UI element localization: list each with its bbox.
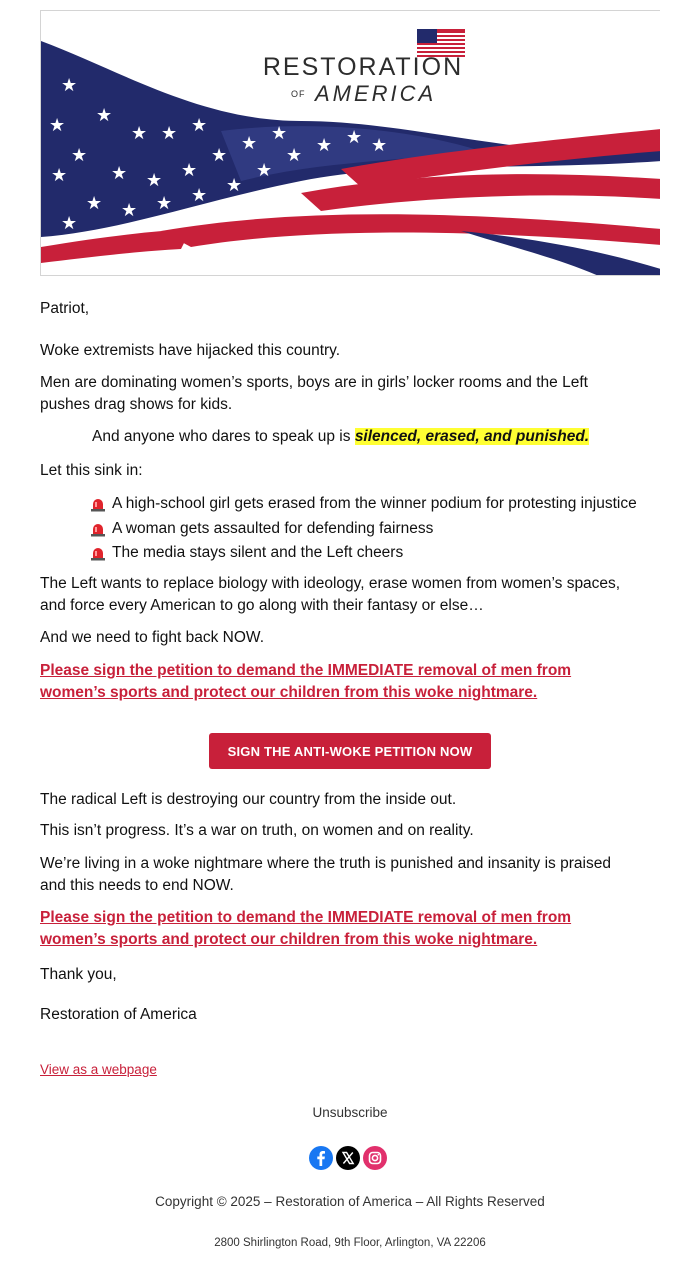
- svg-text:★: ★: [161, 123, 178, 144]
- svg-text:★: ★: [181, 160, 198, 181]
- copyright: Copyright © 2025 – Restoration of America – All Rights Reserved: [155, 1194, 545, 1209]
- signature: Restoration of America: [40, 1006, 197, 1023]
- svg-text:★: ★: [61, 75, 78, 96]
- sign-petition-button[interactable]: SIGN THE ANTI-WOKE PETITION NOW: [209, 733, 491, 769]
- svg-text:★: ★: [271, 123, 288, 144]
- svg-text:★: ★: [71, 145, 88, 166]
- svg-text:★: ★: [316, 135, 333, 156]
- svg-text:★: ★: [86, 193, 103, 214]
- svg-text:★: ★: [121, 200, 138, 221]
- greeting: Patriot,: [40, 300, 90, 317]
- logo-wordmark-of: OF: [291, 89, 306, 99]
- siren-icon: [90, 521, 106, 537]
- svg-text:★: ★: [256, 160, 273, 181]
- svg-text:★: ★: [111, 163, 128, 184]
- highlighted-text: silenced, erased, and punished.: [354, 428, 590, 445]
- list-item: [90, 492, 637, 517]
- svg-text:★: ★: [211, 145, 228, 166]
- svg-text:★: ★: [191, 185, 208, 206]
- svg-text:★: ★: [146, 170, 163, 191]
- svg-text:★: ★: [51, 165, 68, 186]
- header-banner: [40, 10, 660, 276]
- bullet-text: A woman gets assaulted for defending fairness: [112, 519, 434, 537]
- view-as-webpage-link[interactable]: View as a webpage: [40, 1062, 157, 1077]
- x-icon[interactable]: [336, 1146, 360, 1170]
- bullet-list: [90, 492, 637, 566]
- paragraph-7: The radical Left is destroying our country from the inside out.: [40, 791, 457, 808]
- siren-icon: [90, 545, 106, 561]
- svg-text:★: ★: [49, 115, 66, 136]
- svg-text:★: ★: [61, 213, 78, 234]
- paragraph-2: Men are dominating women’s sports, boys are in girls’ locker rooms and the Left pushes drag shows for kids.: [40, 374, 588, 413]
- paragraph-3: [92, 426, 672, 448]
- list-item: [90, 517, 637, 542]
- petition-link-1[interactable]: Please sign the petition to demand the IMMEDIATE removal of men from women’s sports and protect our children from this woke nightmare.: [40, 662, 572, 701]
- svg-text:★: ★: [346, 127, 363, 148]
- svg-text:★: ★: [371, 135, 388, 156]
- paragraph-1: Woke extremists have hijacked this country.: [40, 342, 341, 359]
- paragraph-6: And we need to fight back NOW.: [40, 629, 265, 646]
- svg-text:★: ★: [131, 123, 148, 144]
- paragraph-8: This isn’t progress. It’s a war on truth, on women and on reality.: [40, 822, 474, 839]
- facebook-icon[interactable]: [309, 1146, 333, 1170]
- paragraph-4: Let this sink in:: [40, 462, 143, 479]
- instagram-icon[interactable]: [363, 1146, 387, 1170]
- logo-wordmark-bottom: AMERICA: [315, 81, 437, 106]
- bullet-text: A high-school girl gets erased from the winner podium for protesting injustice: [112, 495, 637, 512]
- svg-text:★: ★: [241, 133, 258, 154]
- svg-text:★: ★: [286, 145, 303, 166]
- bullet-text: The media stays silent and the Left cheers: [112, 544, 404, 561]
- svg-text:★: ★: [191, 115, 208, 136]
- paragraph-5: The Left wants to replace biology with ideology, erase women from women’s spaces, and force every American to go along with their fantasy or else…: [40, 575, 621, 614]
- american-flag-wave-image: [41, 11, 660, 276]
- logo-wordmark-top: RESTORATION: [262, 53, 464, 81]
- address: 2800 Shirlington Road, 9th Floor, Arlington, VA 22206: [214, 1237, 486, 1249]
- svg-text:★: ★: [96, 105, 113, 126]
- siren-icon: [90, 496, 106, 512]
- list-item: [90, 541, 637, 566]
- svg-text:★: ★: [226, 175, 243, 196]
- unsubscribe-link[interactable]: Unsubscribe: [312, 1105, 388, 1120]
- paragraph-3-lead: And anyone who dares to speak up is: [92, 428, 355, 445]
- signoff: Thank you,: [40, 966, 117, 983]
- brand-logo: [257, 53, 469, 107]
- social-links: [309, 1146, 387, 1170]
- paragraph-9: We’re living in a woke nightmare where the truth is punished and insanity is praised and this needs to end NOW.: [40, 855, 611, 894]
- svg-text:★: ★: [156, 193, 173, 214]
- petition-link-2[interactable]: Please sign the petition to demand the IMMEDIATE removal of men from women’s sports and protect our children from this woke nightmare.: [40, 909, 572, 948]
